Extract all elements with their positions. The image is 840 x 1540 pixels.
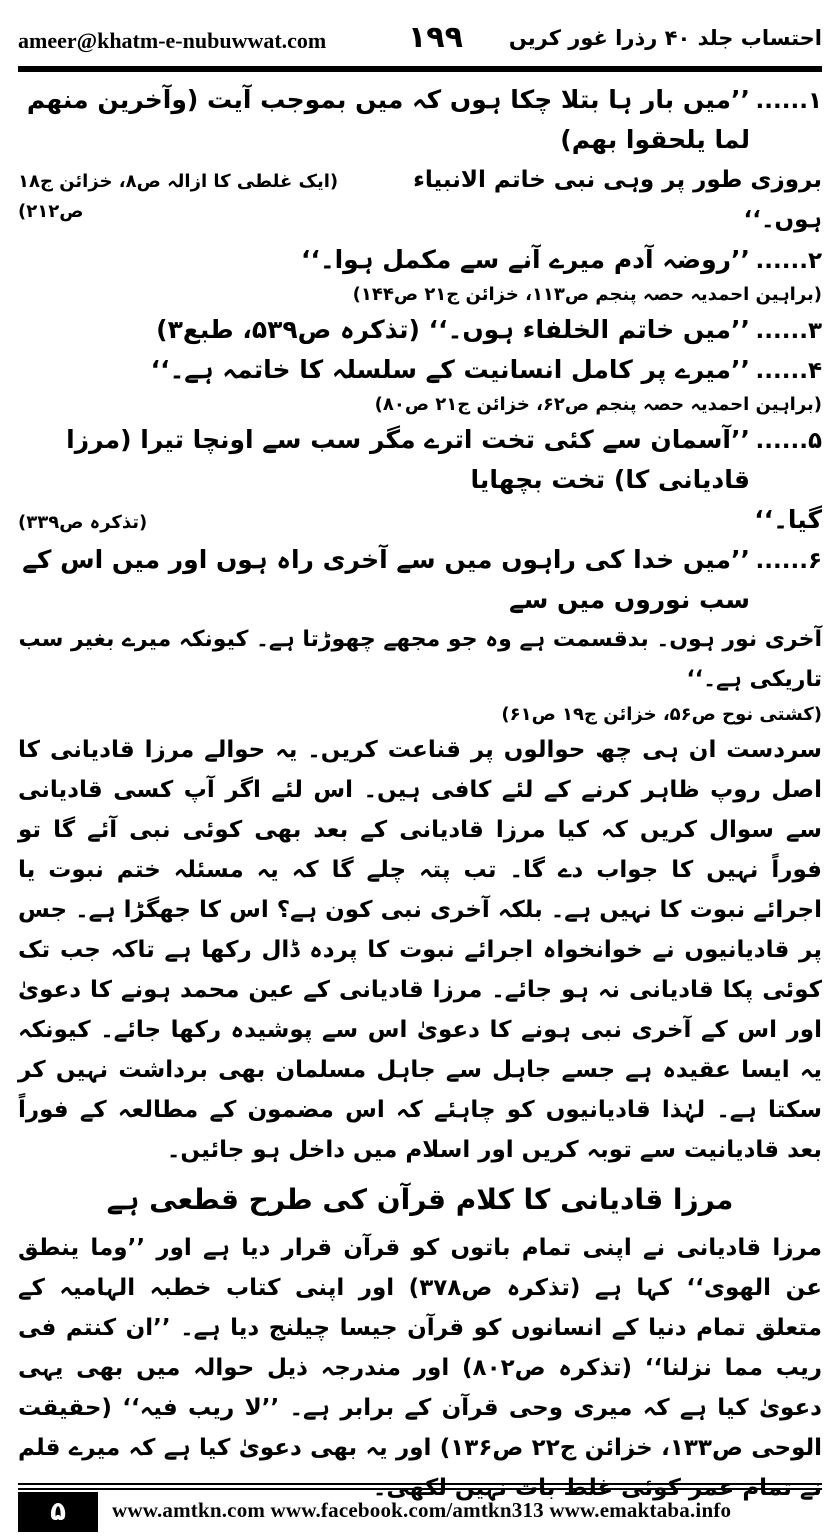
quote-line: ’’میں خاتم الخلفاء ہوں۔‘‘ (تذکرہ ص۵۳۹، طبع۳)	[156, 315, 750, 344]
header-rule	[18, 66, 822, 72]
quote-reference: (تذکرہ ص۳۳۹)	[18, 512, 148, 533]
page-header	[18, 18, 822, 62]
quote-number: ۶......	[755, 548, 822, 574]
quote-number: ۳......	[755, 318, 822, 344]
quote-6	[18, 540, 822, 730]
quote-line: ’’آسمان سے کئی تخت اترے مگر سب سے اونچا تیرا (مرزا قادیانی کا) تخت بچھایا	[66, 425, 750, 494]
body-paragraph: سردست ان ہی چھ حوالوں پر قناعت کریں۔ یہ حوالے مرزا قادیانی کا اصل روپ ظاہر کرنے کے لئے کافی ہیں۔ اس لئے اگر آپ کسی قادیانی سے سوال کریں کہ کیا مرزا قادیانی کے بعد بھی کوئی نبی آئے گا تو فوراً نہیں کا جواب دے گا۔ تب پتہ چلے گا کہ یہ مسئلہ ختم نبوت یا اجرائے نبوت کا نہیں ہے۔ بلکہ آخری نبی کون ہے؟ اس کا جھگڑا ہے۔ جس پر قادیانیوں نے خوانخواہ اجرائے نبوت کا پردہ ڈال رکھا ہے تاکہ جب تک کوئی پکا قادیانی نہ ہو جائے۔ مرزا قادیانی کے عین محمد ہونے کا دعویٰ اور اس کے آخری نبی ہونے کا دعویٰ اس سے پوشیدہ رکھا جائے۔ کیونکہ یہ ایسا عقیدہ ہے جسے جاہل سے جاہل مسلمان بھی برداشت نہیں کر سکتا ہے۔ لہٰذا قادیانیوں کو چاہئے کہ اس مضمون کے مطالعہ کے فوراً بعد قادیانیت سے توبہ کریں اور اسلام میں داخل ہو جائیں۔	[18, 737, 822, 1163]
quote-line: گیا۔‘‘	[754, 505, 822, 534]
quote-5	[18, 420, 822, 540]
footer-page-box: ۵	[18, 1492, 98, 1532]
quote-line: آخری نور ہوں۔ بدقسمت ہے وہ جو مجھے چھوڑتا ہے۔ کیونکہ میرے بغیر سب تاریکی ہے۔‘‘	[18, 627, 822, 692]
footer-rule	[18, 1483, 822, 1485]
quote-reference: (کشتی نوح ص۵۶، خزائن ج۱۹ ص۶۱)	[501, 704, 822, 725]
quote-number: ۱......	[755, 88, 822, 114]
quote-number: ۲......	[755, 248, 822, 274]
quote-line: ’’میں بار ہا بتلا چکا ہوں کہ میں بموجب آیت (وآخرین منھم لما یلحقوا بھم)	[26, 85, 750, 154]
quote-reference: (براہین احمدیہ حصہ پنجم ص۱۱۳، خزائن ج۲۱ ص۱۴۴)	[352, 284, 822, 305]
quote-number: ۵......	[755, 428, 822, 454]
page-number: ۱۹۹	[408, 20, 463, 55]
quote-line: ’’میں خدا کی راہوں میں سے آخری راہ ہوں اور میں اس کے سب نوروں میں سے	[22, 545, 750, 614]
header-email: ameer@khatm-e-nubuwwat.com	[18, 28, 327, 53]
quote-3	[18, 310, 822, 350]
quote-reference: (ایک غلطی کا ازالہ ص۸، خزائن ج۱۸ ص۲۱۲)	[18, 171, 339, 222]
quote-2	[18, 240, 822, 310]
quote-1	[18, 80, 822, 240]
running-title: احتساب جلد ۴۰ رذرا غور کریں	[508, 26, 822, 50]
quote-line: ’’میرے پر کامل انسانیت کے سلسلہ کا خاتمہ ہے۔‘‘	[150, 355, 750, 384]
footer-websites: www.amtkn.com www.facebook.com/amtkn313 www.emaktaba.info	[112, 1498, 732, 1522]
body-paragraph: مرزا قادیانی نے اپنی تمام باتوں کو قرآن قرار دیا ہے اور ’’وما ینطق عن الھوی‘‘ کہا ہے (تذکرہ ص۳۷۸) اور اپنی کتاب خطبہ الہامیہ کے متعلق تمام دنیا کے انسانوں کو قرآن جیسا چیلنج دیا ہے۔ ’’ان کنتم فی ریب مما نزلنا‘‘ (تذکرہ ص۸۰۲) اور مندرجہ ذیل حوالہ میں بھی یہی دعویٰ کیا ہے کہ میری وحی قرآن کے برابر ہے۔ ’’لا ریب فیہ‘‘ (حقیقت الوحی ص۱۳۳، خزائن ج۲۲ ص۱۳۶) اور یہ بھی دعویٰ کیا ہے کہ میرے قلم نے	[18, 1235, 823, 1501]
footer-rule	[18, 1488, 822, 1490]
quote-number: ۴......	[755, 358, 822, 384]
quote-reference: (براہین احمدیہ حصہ پنجم ص۶۲، خزائن ج۲۱ ص۸۰)	[374, 394, 822, 415]
section-heading: مرزا قادیانی کا کلام قرآن کی طرح قطعی ہے	[106, 1183, 734, 1216]
page-content	[18, 80, 823, 1501]
quote-line: ’’روضہ آدم میرے آنے سے مکمل ہوا۔‘‘	[300, 245, 750, 274]
quote-line: بروزی طور پر وہی نبی خاتم الانبیاء ہوں۔‘‘	[413, 167, 822, 233]
quote-4	[18, 350, 822, 420]
